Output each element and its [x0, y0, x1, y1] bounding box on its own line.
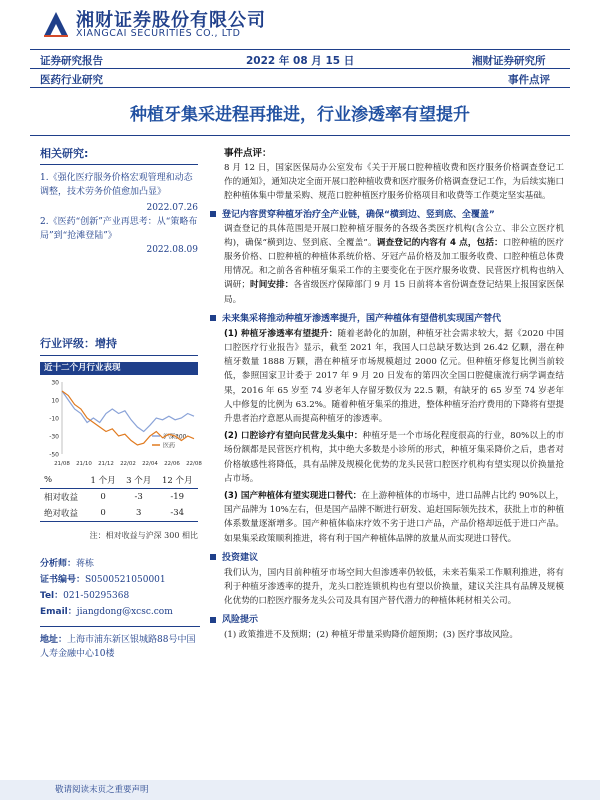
table-cell: 3	[135, 508, 142, 518]
rating-value: 增持	[95, 337, 117, 350]
table-header-row	[40, 472, 198, 489]
chart-y-tick-label: -10	[49, 415, 59, 423]
address-label: 地址：	[40, 635, 68, 645]
tel-number: 021-50295368	[63, 591, 130, 601]
performance-table	[40, 472, 198, 541]
chart-legend-label: 沪深300	[163, 433, 187, 441]
chart-x-tick-label: 21/08	[54, 461, 70, 467]
performance-chart	[40, 378, 202, 468]
header-rule-bottom	[30, 87, 570, 88]
table-header-cell: 12 个月	[161, 476, 193, 486]
table-note: 注：相对收益与沪深 300 相比	[89, 531, 198, 540]
analyst-label: 分析师：	[40, 559, 77, 569]
cert-label: 证书编号：	[40, 575, 86, 585]
category-label: 事件点评	[508, 74, 550, 86]
table-cell: -19	[170, 492, 185, 502]
section1-bold-time: 时间安排：	[249, 280, 294, 291]
analyst-name: 蒋栋	[76, 559, 95, 569]
table-row	[40, 505, 198, 522]
table-cell: -3	[134, 492, 143, 502]
section1-paragraph: 调查登记的具体范围是开展口腔种植牙服务的各级各类医疗机构(含公立、非公立医疗机构)，确保“横到边、竖到底、全覆盖”。调查登记的内容有 4 点，包括：口腔种植的医疗服务价格、口腔种植的种植体系统价格、牙冠产品价格及加工服务收费、口腔种植总体费用情况。和之前各省种植牙集采工作的主要变化在于医疗服务收费、民营医疗机构也纳入调研；时间安排：各省级医疗保障部门 9 月 15 日前将本省份调查登记结果上报国家医保局。	[224, 223, 564, 305]
title-rule	[30, 135, 570, 136]
table-cell: 0	[100, 492, 106, 502]
point3-title: (3) 国产种植体有望实现进口替代：	[224, 491, 362, 502]
related-rule	[40, 164, 198, 165]
company-name-en: XIANGCAI SECURITIES CO., LTD	[76, 28, 241, 39]
chart-x-tick-label: 21/12	[98, 461, 114, 467]
rating-label: 行业评级：	[40, 337, 95, 350]
related-item[interactable]: 2.《医药“创新”产业再思考：从“策略布局”到“抢滩登陆”》	[40, 217, 198, 241]
footer-disclaimer[interactable]: 敬请阅读末页之重要声明	[55, 785, 149, 795]
section-bullet-icon	[210, 315, 216, 321]
related-item-date: 2022.07.26	[146, 203, 198, 213]
point2-title: (2) 口腔诊疗有望向民营龙头集中：	[224, 431, 363, 442]
section-bullet-icon	[210, 211, 216, 217]
chart-x-tick-label: 22/02	[120, 461, 136, 467]
chart-title-bar	[40, 362, 198, 375]
chart-x-tick-label: 21/10	[76, 461, 92, 467]
table-header-cell: %	[44, 475, 53, 485]
analyst-info	[40, 556, 200, 661]
event-paragraph: 8 月 12 日，国家医保局办公室发布《关于开展口腔种植收费和医疗服务价格调查登记工作的通知》，通知决定全面开展口腔种植收费和医疗服务价格调查登记工作，为后续实施口腔种植体集中带量采购、规范口腔种植医疗服务价格项目和收费等工作奠定坚实基础。	[224, 163, 564, 202]
chart-x-tick-label: 22/08	[186, 461, 202, 467]
company-name-cn: 湘财证券股份有限公司	[76, 10, 266, 31]
section-heading: 未来集采将推动种植牙渗透率提升，国产种植体有望借机实现国产替代	[210, 311, 564, 324]
section-heading: 投资建议	[210, 550, 564, 563]
risk-paragraph: (1) 政策推进不及预期；(2) 种植牙带量采购降价超预期；(3) 医疗事故风险。	[224, 630, 518, 641]
point2-paragraph: (2) 口腔诊疗有望向民营龙头集中：种植牙是一个市场化程度很高的行业，80%以上的市场份额都是民营医疗机构，其中绝大多数是小诊所的形式，种植牙集采降价之后，患者对价格敏感性将降低，具有品牌及规模化优势的龙头民营口腔医疗机构有望实现以价换量抢占市场。	[224, 431, 565, 484]
chart-legend-label: 医药	[163, 442, 176, 450]
point1-paragraph: (1) 种植牙渗透率有望提升：随着老龄化的加剧，种植牙社会需求较大，据《2020 中国口腔医疗行业报告》显示，截至 2021 年，我国人口总缺牙数达到 26.42 亿颗，潜在种植牙数量 1888 万颗，潜在种植牙市场规模超过 2000 亿元。但种植牙修复比例当前较低，参照国家卫计委于 2017 年 9 月 20 日发布的第四次全国口腔健康流行病学调查结果，2016 年 65 岁至 74 岁老年人存留牙数仅为 22.5 颗，有缺牙的 65 岁至 74 岁老年人中修复的比例为 63.2%。随着种植牙集采的推进，整体种植牙治疗费用的下降将有望提升患者治疗意愿从而提高种植牙的渗透率。	[224, 328, 564, 425]
industry-label: 医药行业研究	[40, 74, 103, 86]
report-date: 2022 年 08 月 15 日	[246, 55, 355, 67]
logo-emblem-icon	[40, 8, 72, 40]
investment-paragraph: 我们认为，国内目前种植牙市场空间大但渗透率仍较低，未来若集采工作顺利推进，将有利于种植牙渗透率的提升，龙头口腔连锁机构也有望以价换量，建议关注具有品牌及规模化优势的口腔医疗服务龙头公司及具有国产替代潜力的种植体耗材相关公司。	[224, 567, 564, 607]
page-title: 种植牙集采进程再推进，行业渗透率有望提升	[130, 105, 470, 125]
info-rule	[40, 626, 200, 627]
chart-x-tick-label: 22/04	[142, 461, 158, 467]
header-rule-top	[30, 49, 570, 50]
report-type: 证券研究报告	[40, 55, 103, 67]
point1-title: (1) 种植牙渗透率有望提升：	[224, 328, 338, 339]
section1-bold-lead: 调查登记的内容有 4 点，包括：	[376, 237, 503, 248]
email-label: Email：	[40, 607, 77, 617]
table-header-cell: 3 个月	[126, 476, 152, 486]
chart-y-tick-label: 10	[51, 397, 59, 405]
chart-title: 近十二个月行业表现	[44, 363, 121, 373]
section-heading: 风险提示	[210, 612, 564, 625]
table-header-cell: 1 个月	[90, 476, 116, 486]
chart-y-tick-label: -30	[49, 433, 59, 441]
table-row-label: 绝对收益	[44, 509, 79, 519]
table-cell: 0	[100, 508, 106, 518]
table-row	[40, 489, 198, 506]
event-heading: 事件点评：	[224, 148, 272, 159]
address-text: 上海市浦东新区银城路88号中国人寿金融中心10楼	[40, 635, 196, 659]
chart-y-tick-label: -50	[49, 451, 59, 459]
header-rule-mid	[30, 68, 570, 69]
section-heading: 登记内容贯穿种植牙治疗全产业链，确保“横到边、竖到底、全覆盖”	[210, 207, 564, 220]
chart-y-tick-label: 30	[51, 379, 59, 387]
company-logo	[40, 6, 270, 44]
related-research-heading: 相关研究:	[40, 147, 89, 160]
email-link[interactable]: jiangdong@xcsc.com	[76, 607, 173, 617]
section-bullet-icon	[210, 554, 216, 560]
table-row-label: 相对收益	[44, 493, 79, 503]
rating-rule	[40, 355, 198, 356]
section-bullet-icon	[210, 617, 216, 623]
related-research	[40, 145, 198, 255]
main-content	[224, 145, 564, 643]
related-item[interactable]: 1.《强化医疗服务价格宏观管理和动态调整，技术劳务价值愈加凸显》	[40, 173, 193, 197]
industry-rating	[40, 332, 198, 356]
cert-number: S0500521050001	[85, 575, 166, 585]
chart-x-tick-label: 22/06	[164, 461, 180, 467]
table-cell: -34	[170, 508, 185, 518]
related-item-date: 2022.08.09	[146, 245, 198, 255]
institute-name: 湘财证券研究所	[472, 55, 546, 67]
tel-label: Tel：	[40, 591, 64, 601]
point3-paragraph: (3) 国产种植体有望实现进口替代：在上游种植体的市场中，进口品牌占比约 90%以上，国产品牌为 10%左右，但是国产品牌不断进行研发、追赶国际领先技术，获批上市的种植体系数量逐渐增多。国产种植体临床疗效不劣于进口产品，产品价格却远低于进口产品。如果集采政策顺利推进，将有利于国产种植体品牌的放量从而实现进口替代。	[224, 491, 565, 544]
